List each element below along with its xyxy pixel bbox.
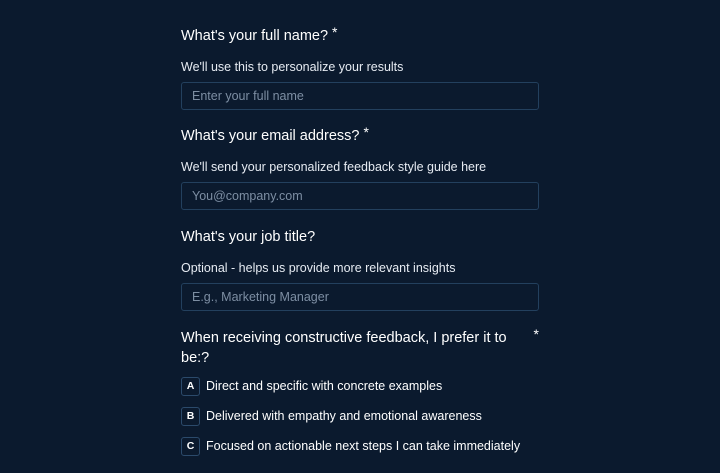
job-title-question [181, 227, 539, 247]
full-name-question-text: What's your full name? [181, 28, 329, 44]
email-input[interactable] [181, 182, 539, 210]
option-b[interactable] [181, 406, 539, 426]
option-label: Direct and specific with concrete examples [206, 379, 443, 393]
feedback-preference-section [181, 328, 539, 456]
full-name-section [181, 26, 539, 110]
required-asterisk: * [533, 326, 539, 342]
option-key-badge: C [181, 437, 200, 456]
option-label: Focused on actionable next steps I can take immediately [206, 439, 521, 453]
job-title-section [181, 227, 539, 311]
feedback-question-text: When receiving constructive feedback, I prefer it to be:? [181, 330, 507, 366]
option-label: Delivered with empathy and emotional awareness [206, 409, 482, 423]
option-c[interactable] [181, 436, 539, 456]
email-question-text: What's your email address? [181, 128, 360, 144]
required-asterisk: * [332, 24, 338, 40]
job-title-input[interactable] [181, 283, 539, 311]
job-title-helper: Optional - helps us provide more relevant insights [181, 261, 456, 275]
feedback-options [181, 376, 539, 456]
feedback-form [181, 26, 539, 473]
option-key-badge: A [181, 377, 200, 396]
email-helper: We'll send your personalized feedback style guide here [181, 160, 487, 174]
option-a[interactable] [181, 376, 539, 396]
full-name-helper: We'll use this to personalize your results [181, 60, 404, 74]
full-name-question [181, 26, 539, 46]
option-key-badge: B [181, 407, 200, 426]
feedback-question [181, 328, 539, 368]
required-asterisk: * [363, 124, 369, 140]
full-name-input[interactable] [181, 82, 539, 110]
email-section [181, 126, 539, 210]
email-question [181, 126, 539, 146]
job-title-question-text: What's your job title? [181, 229, 316, 245]
